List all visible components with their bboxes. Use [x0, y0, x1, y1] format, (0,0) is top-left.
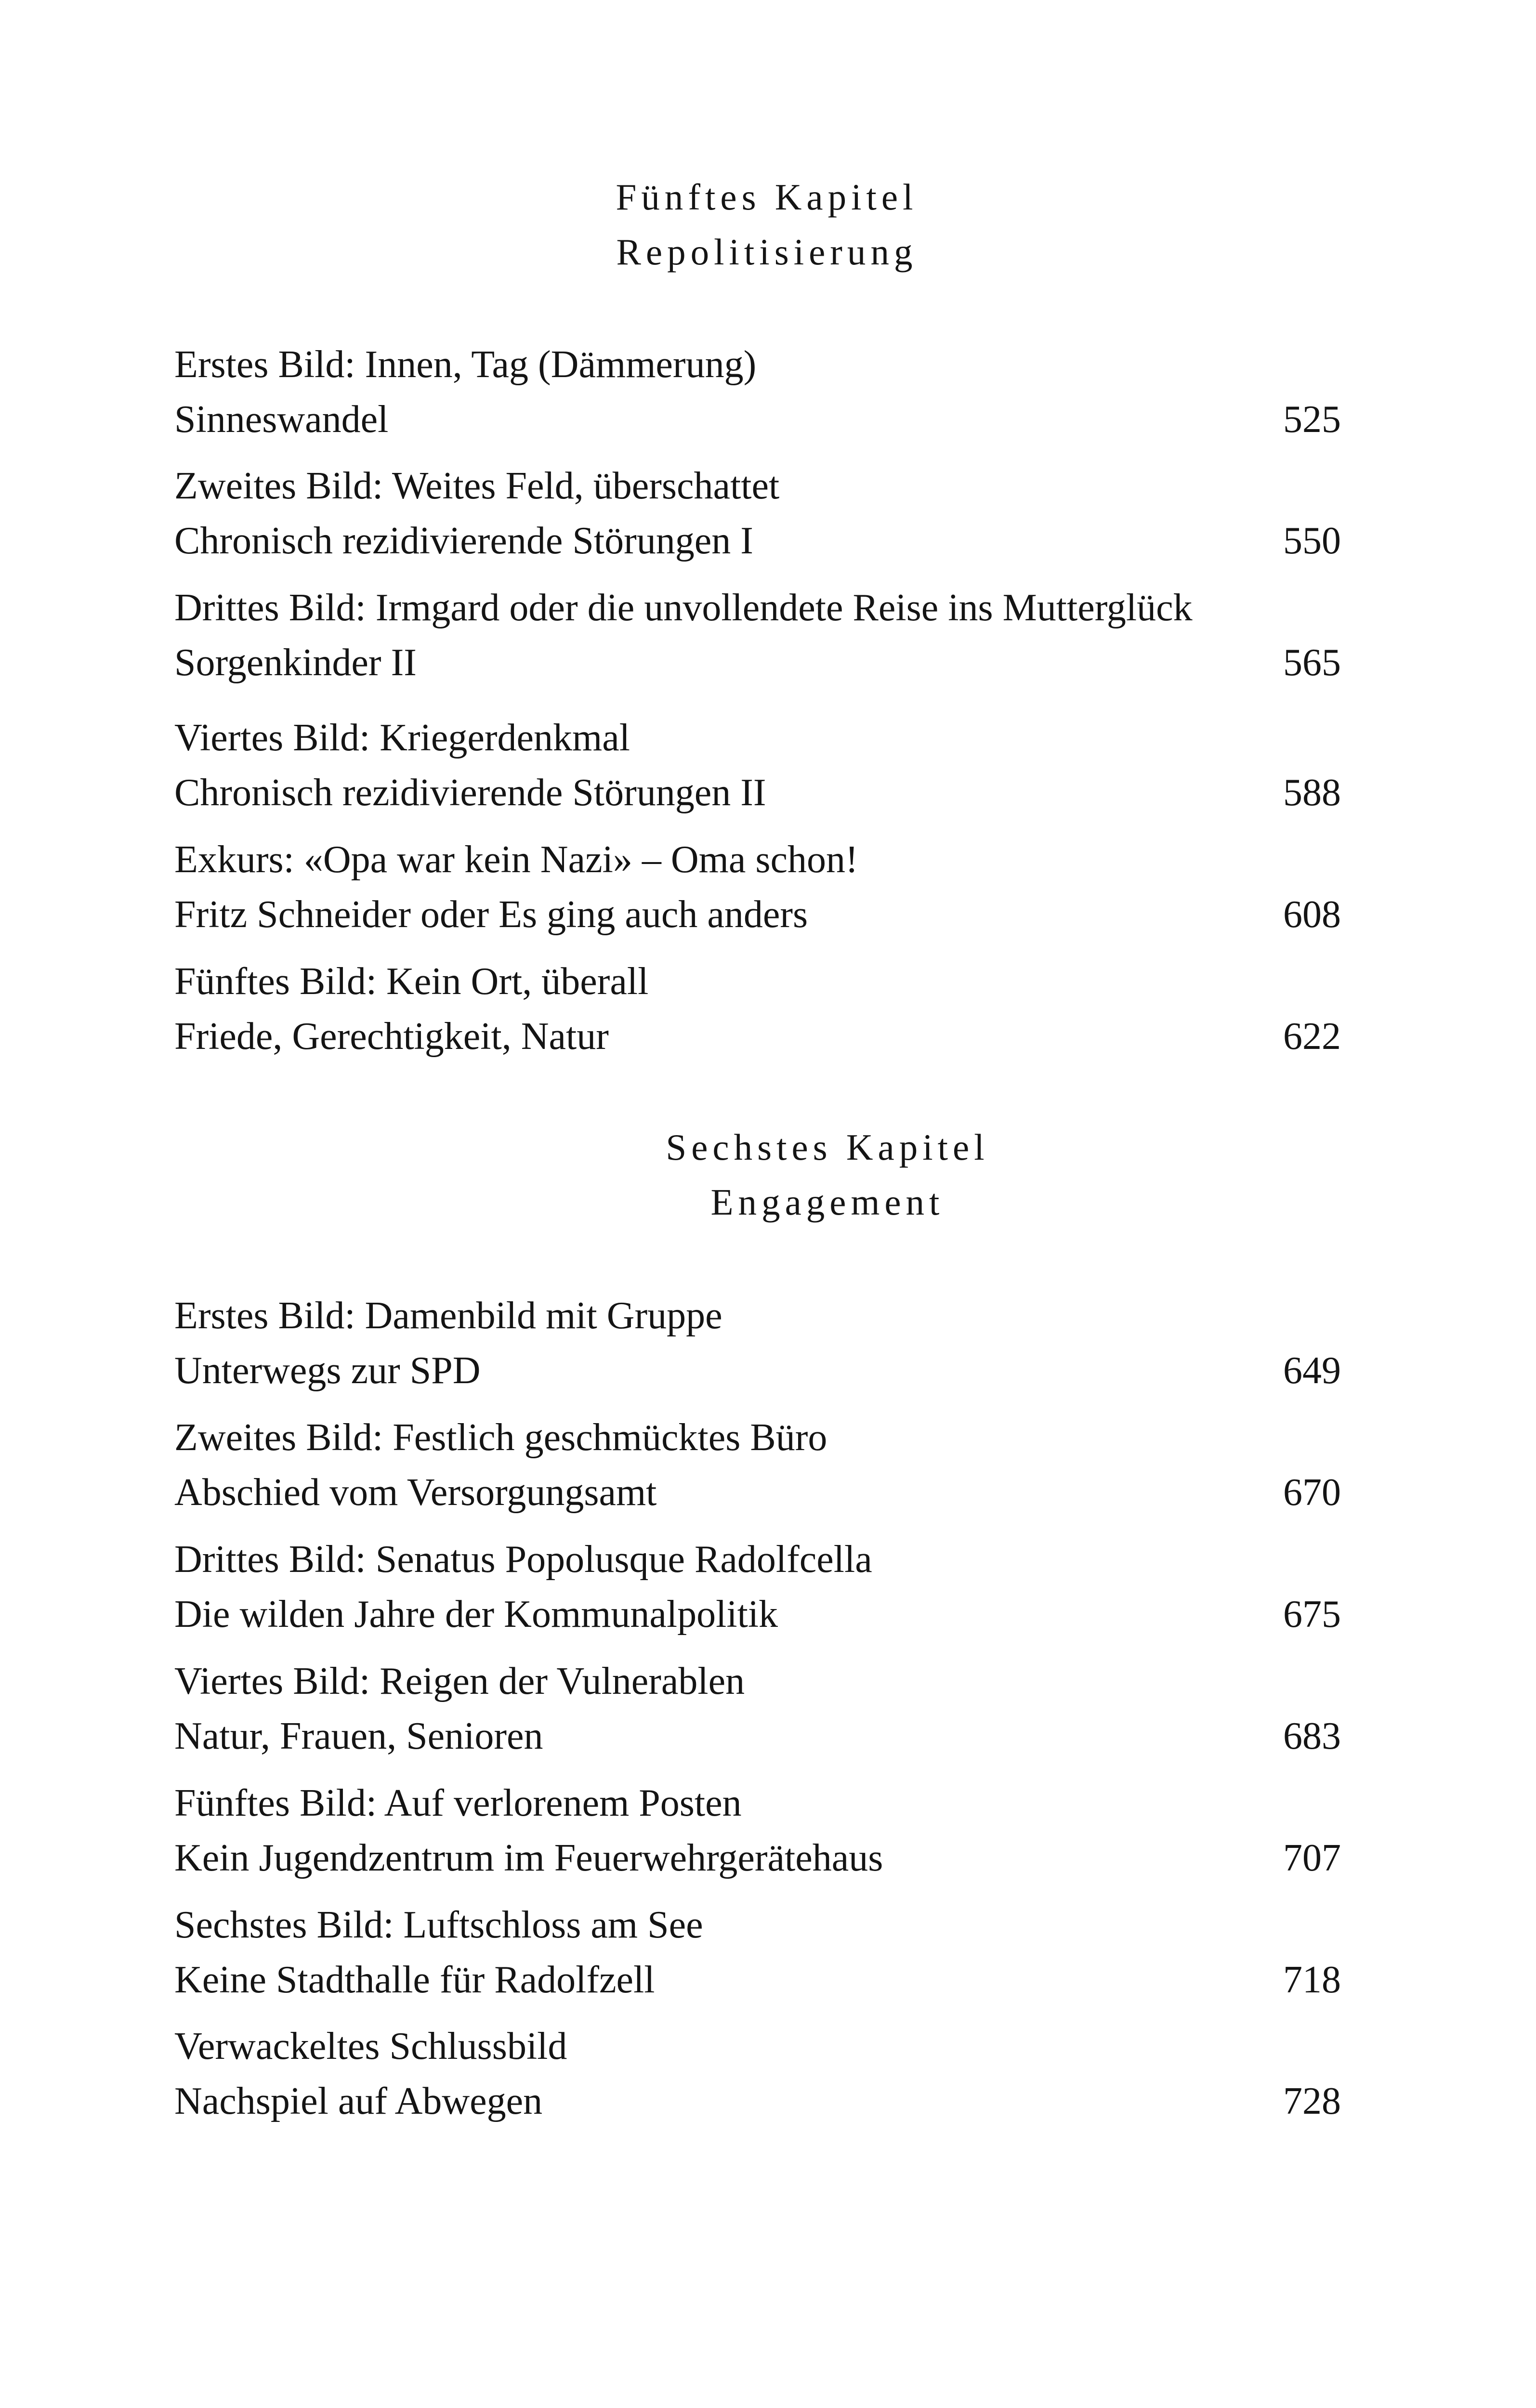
toc-entry	[174, 710, 1341, 820]
toc-entry	[174, 2019, 1341, 2129]
entry-title: Viertes Bild: Reigen der Vulnerablen	[174, 1660, 745, 1702]
chapter-title: Repolitisierung	[616, 231, 918, 273]
toc-entry	[174, 1654, 1341, 1764]
entry-subtitle: Abschied vom Versorgungsamt	[174, 1471, 657, 1514]
entry-title: Drittes Bild: Irmgard oder die unvollendete Reise ins Mutterglück	[174, 587, 1193, 629]
toc-entry	[174, 1776, 1341, 1885]
entry-subtitle: Friede, Gerechtigkeit, Natur	[174, 1015, 609, 1058]
page-number: 565	[1283, 641, 1341, 684]
chapter-heading	[649, 1120, 1006, 1230]
entry-subtitle: Fritz Schneider oder Es ging auch anders	[174, 893, 808, 936]
entry-title: Exkurs: «Opa war kein Nazi» – Oma schon!	[174, 838, 858, 881]
page-number: 670	[1283, 1471, 1341, 1514]
chapter-number: Fünftes Kapitel	[616, 176, 918, 218]
entry-subtitle: Natur, Frauen, Senioren	[174, 1715, 543, 1757]
entry-title: Viertes Bild: Kriegerdenkmal	[174, 717, 630, 759]
page-number: 525	[1283, 398, 1341, 441]
toc-entry	[174, 1898, 1341, 2007]
toc-entry	[174, 954, 1341, 1064]
page-number: 608	[1283, 893, 1341, 936]
entry-subtitle: Unterwegs zur SPD	[174, 1349, 481, 1392]
entry-title: Sechstes Bild: Luftschloss am See	[174, 1904, 703, 1946]
entry-subtitle: Sinneswandel	[174, 398, 389, 441]
entry-subtitle: Kein Jugendzentrum im Feuerwehrgerätehaus	[174, 1837, 883, 1879]
page-number: 707	[1283, 1837, 1341, 1879]
entry-subtitle: Die wilden Jahre der Kommunalpolitik	[174, 1593, 778, 1636]
toc-entry	[174, 1288, 1341, 1398]
toc-entry	[174, 458, 1341, 568]
entry-title: Fünftes Bild: Auf verlorenem Posten	[174, 1782, 742, 1824]
page-number: 649	[1283, 1349, 1341, 1392]
page-number: 550	[1283, 520, 1341, 562]
toc-entry	[174, 337, 1341, 447]
entry-subtitle: Keine Stadthalle für Radolfzell	[174, 1959, 655, 2001]
entry-title: Drittes Bild: Senatus Popolusque Radolfcella	[174, 1538, 872, 1581]
toc-entry	[174, 1410, 1341, 1520]
page-number: 675	[1283, 1593, 1341, 1636]
entry-title: Erstes Bild: Innen, Tag (Dämmerung)	[174, 343, 757, 386]
toc-entry	[174, 580, 1341, 690]
entry-title: Zweites Bild: Festlich geschmücktes Büro	[174, 1416, 827, 1459]
entry-subtitle: Chronisch rezidivierende Störungen I	[174, 520, 753, 562]
entry-subtitle: Nachspiel auf Abwegen	[174, 2080, 543, 2122]
page-number: 718	[1283, 1959, 1341, 2001]
entry-title: Zweites Bild: Weites Feld, überschattet	[174, 465, 780, 507]
entry-title: Fünftes Bild: Kein Ort, überall	[174, 960, 649, 1003]
page-number: 588	[1283, 772, 1341, 814]
toc-entry	[174, 1532, 1341, 1642]
entry-title: Erstes Bild: Damenbild mit Gruppe	[174, 1295, 722, 1337]
entry-subtitle: Sorgenkinder II	[174, 641, 417, 684]
page-number: 683	[1283, 1715, 1341, 1757]
page-number: 622	[1283, 1015, 1341, 1058]
chapter-title: Engagement	[710, 1181, 945, 1223]
entry-title: Verwackeltes Schlussbild	[174, 2025, 567, 2068]
chapter-heading	[589, 170, 945, 279]
toc-entry	[174, 832, 1341, 942]
chapter-number: Sechstes Kapitel	[666, 1126, 989, 1168]
page-number: 728	[1283, 2080, 1341, 2122]
entry-subtitle: Chronisch rezidivierende Störungen II	[174, 772, 766, 814]
